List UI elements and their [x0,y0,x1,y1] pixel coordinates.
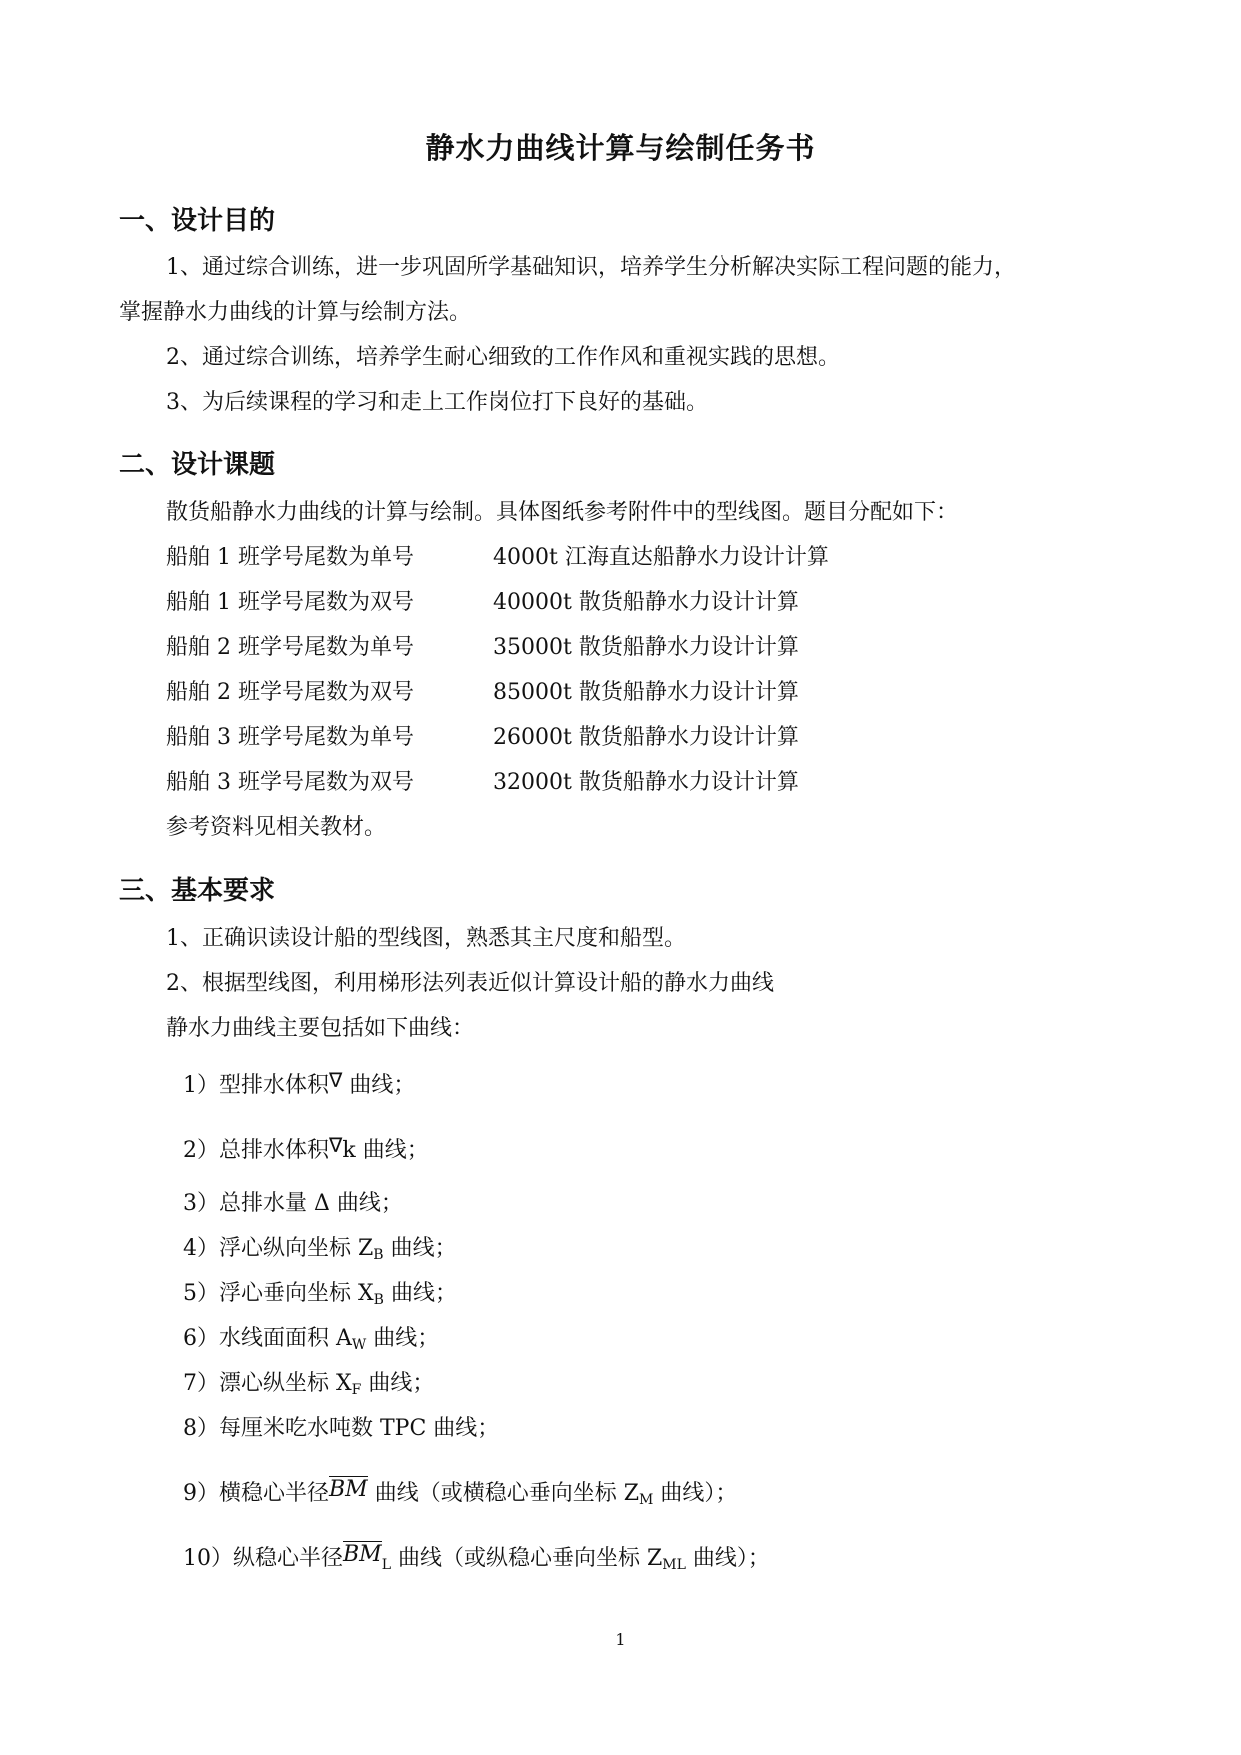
curve-item: 6）水线面面积 $A_W$ 曲线； [183,1326,440,1353]
assignment-group: 船舶 1 班学号尾数为单号 [166,545,414,570]
paragraph-line: 2、根据型线图，利用梯形法列表近似计算设计船的静水力曲线 [166,971,774,996]
paragraph-line: 2、通过综合训练，培养学生耐心细致的工作作风和重视实践的思想。 [166,345,840,370]
assignment-group: 船舶 2 班学号尾数为单号 [166,635,414,660]
curve-item: 5）浮心垂向坐标 $X_B$ 曲线； [183,1281,457,1308]
assignment-task: 32000t 散货船静水力设计计算 [493,770,799,795]
curve-item: 9）横稳心半径BM 曲线（或横稳心垂向坐标 $Z_M$ 曲线）； [183,1477,738,1508]
paragraph-line: 1、通过综合训练，进一步巩固所学基础知识，培养学生分析解决实际工程问题的能力， [166,255,1016,280]
paragraph-line: 参考资料见相关教材。 [166,815,387,840]
paragraph-line: 散货船静水力曲线的计算与绘制。具体图纸参考附件中的型线图。题目分配如下： [166,500,959,525]
assignment-task: 26000t 散货船静水力设计计算 [493,725,799,750]
paragraph-line: 3、为后续课程的学习和走上工作岗位打下良好的基础。 [166,390,708,415]
assignment-task: 85000t 散货船静水力设计计算 [493,680,799,705]
overline-bm: BM [343,1542,382,1567]
curve-item: 3）总排水量 Δ 曲线； [183,1191,403,1216]
nabla-symbol: ∇ [329,1133,343,1157]
section-heading-purpose: 一、设计目的 [119,206,276,236]
assignment-task: 35000t 散货船静水力设计计算 [493,635,799,660]
curve-item: 1）型排水体积∇ 曲线； [183,1068,416,1098]
paragraph-line: 掌握静水力曲线的计算与绘制方法。 [119,300,472,325]
assignment-group: 船舶 3 班学号尾数为双号 [166,770,414,795]
curve-item: 4）浮心纵向坐标 $Z_B$ 曲线； [183,1236,457,1263]
assignment-task: 40000t 散货船静水力设计计算 [493,590,799,615]
section-heading-topic: 二、设计课题 [119,450,276,480]
section-heading-requirements: 三、基本要求 [119,876,276,906]
paragraph-line: 1、正确识读设计船的型线图，熟悉其主尺度和船型。 [166,926,686,951]
assignment-group: 船舶 2 班学号尾数为双号 [166,680,414,705]
curve-item: 2）总排水体积∇k 曲线； [183,1133,429,1163]
assignment-group: 船舶 1 班学号尾数为双号 [166,590,414,615]
paragraph-line: 静水力曲线主要包括如下曲线： [166,1016,475,1041]
curve-item: 10）纵稳心半径$BM_L$ 曲线（或纵稳心垂向坐标 $Z_{ML}$ 曲线）； [183,1542,770,1573]
nabla-symbol: ∇ [329,1068,343,1092]
curve-item: 8）每厘米吃水吨数 TPC 曲线； [183,1416,500,1441]
assignment-group: 船舶 3 班学号尾数为单号 [166,725,414,750]
curve-item: 7）漂心纵坐标 $X_F$ 曲线； [183,1371,435,1398]
document-title: 静水力曲线计算与绘制任务书 [425,131,816,165]
assignment-task: 4000t 江海直达船静水力设计计算 [493,545,829,570]
page-number: 1 [615,1630,626,1649]
overline-bm: BM [329,1477,368,1502]
